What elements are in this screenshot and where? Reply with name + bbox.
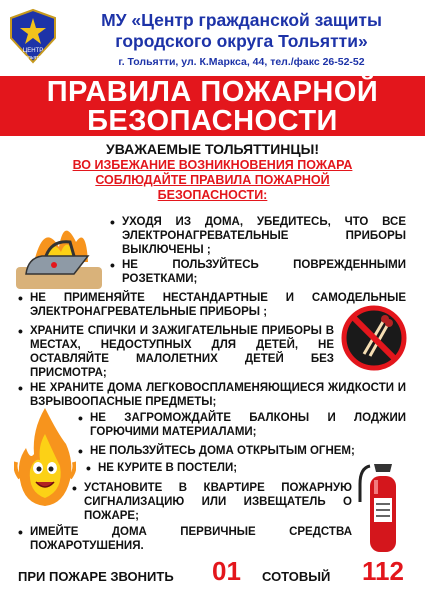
warning-text (30, 158, 395, 203)
rule-text: НЕ ПРИМЕНЯЙТЕ НЕСТАНДАРТНЫЕ И САМОДЕЛЬНЫЕ ЭЛЕКТРОНАГРЕВАТЕЛЬНЫЕ ПРИБОРЫ ; (30, 292, 406, 318)
bullet: • (110, 214, 115, 230)
bullet: • (72, 480, 77, 496)
rule-text: НЕ ПОЛЬЗУЙТЕСЬ ПОВРЕЖДЕННЫМИ РОЗЕТКАМИ; (122, 259, 406, 285)
org-title (64, 10, 419, 52)
warning-line3: БЕЗОПАСНОСТИ: (157, 188, 268, 202)
bullet: • (110, 257, 115, 273)
rule-item (110, 214, 406, 257)
flame-mascot-icon (14, 404, 76, 510)
rule-item (18, 290, 406, 319)
rule-text: НЕ ХРАНИТЕ ДОМА ЛЕГКОВОСПЛАМЕНЯЮЩИЕСЯ ЖИДКОСТИ И ВЗРЫВООПАСНЫЕ ПРЕДМЕТЫ; (30, 382, 406, 408)
mobile-number: 112 (362, 556, 404, 586)
rule-item (18, 380, 406, 409)
rule-text: НЕ ПОЛЬЗУЙТЕСЬ ДОМА ОТКРЫТЫМ ОГНЕМ; (90, 445, 355, 457)
logo-text-bottom: Тольятти (22, 55, 44, 61)
rule-text: УХОДЯ ИЗ ДОМА, УБЕДИТЕСЬ, ЧТО ВСЕ ЭЛЕКТРОНАГРЕВАТЕЛЬНЫЕ ПРИБОРЫ ВЫКЛЮЧЕНЫ ; (122, 216, 406, 256)
bullet: • (78, 443, 83, 459)
org-title-line1: МУ «Центр гражданской защиты (101, 10, 382, 30)
rule-item (110, 257, 406, 286)
rule-item (18, 323, 334, 380)
mobile-text: СОТОВЫЙ (262, 569, 331, 584)
rule-text: НЕ КУРИТЕ В ПОСТЕЛИ; (98, 462, 238, 474)
rule-text: ИМЕЙТЕ ДОМА ПЕРВИЧНЫЕ СРЕДСТВА ПОЖАРОТУШЕНИЯ. (30, 526, 352, 552)
rule-text: ХРАНИТЕ СПИЧКИ И ЗАЖИГАТЕЛЬНЫЕ ПРИБОРЫ В МЕСТАХ, НЕДОСТУПНЫХ ДЛЯ ДЕТЕЙ, НЕ ОСТАВЛЯЙТЕ МАЛОЛЕТНИХ ДЕТЕЙ БЕЗ ПРИСМОТРА; (30, 325, 334, 379)
rule-item (18, 524, 352, 553)
bullet: • (18, 323, 23, 339)
rule-text: УСТАНОВИТЕ В КВАРТИРЕ ПОЖАРНУЮ СИГНАЛИЗАЦИЮ ИЛИ ИЗВЕЩАТЕЛЬ О ПОЖАРЕ; (84, 482, 352, 522)
rule-item (78, 443, 406, 459)
rule-item (72, 480, 352, 523)
banner-line2: БЕЗОПАСНОСТИ (87, 105, 338, 137)
bullet: • (18, 524, 23, 540)
emergency-footer (0, 556, 425, 592)
bullet: • (18, 380, 23, 396)
org-title-line2: городского округа Тольятти» (115, 31, 368, 51)
bullet: • (18, 290, 23, 306)
warning-line1: ВО ИЗБЕЖАНИЕ ВОЗНИКНОВЕНИЯ ПОЖАРА (72, 158, 353, 172)
call-text: ПРИ ПОЖАРЕ ЗВОНИТЬ (18, 569, 174, 584)
rule-item (86, 460, 348, 476)
org-address: г. Тольятти, ул. К.Маркса, 44, тел./факс 26-52-52 (118, 56, 365, 68)
header (0, 0, 425, 78)
rule-item (78, 410, 406, 439)
fire-extinguisher-icon (356, 458, 410, 554)
greeting: УВАЖАЕМЫЕ ТОЛЬЯТТИНЦЫ! (106, 141, 319, 157)
banner-line1: ПРАВИЛА ПОЖАРНОЙ (46, 76, 379, 108)
bullet: • (86, 460, 91, 476)
warning-line2: СОБЛЮДАЙТЕ ПРАВИЛА ПОЖАРНОЙ (95, 173, 330, 187)
call-number: 01 (212, 556, 241, 586)
rule-text: НЕ ЗАГРОМОЖДАЙТЕ БАЛКОНЫ И ЛОДЖИИ ГОРЮЧИМИ МАТЕРИАЛАМИ; (90, 412, 406, 438)
org-logo (8, 8, 58, 64)
bullet: • (78, 410, 83, 426)
logo-text-top: ЦЕНТР (22, 48, 44, 54)
iron-fire-icon (14, 212, 104, 292)
title-banner (0, 76, 425, 136)
